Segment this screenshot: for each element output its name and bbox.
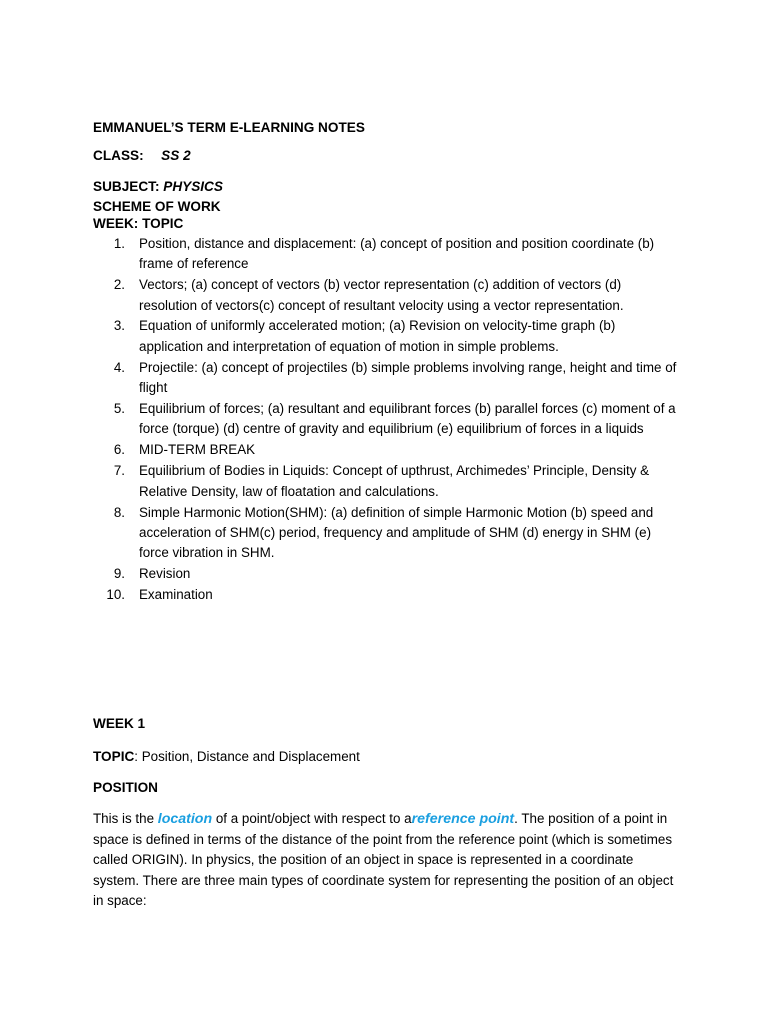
- topic-list-item: [93, 275, 683, 316]
- topic-label: TOPIC: [93, 748, 135, 764]
- topic-list-item: [93, 503, 683, 564]
- topic-text: Examination: [139, 587, 213, 603]
- reference-point-highlight: reference point: [411, 811, 515, 828]
- class-label: CLASS:: [93, 148, 144, 163]
- para-part2: of a point/object with respect to a: [212, 811, 412, 827]
- topic-number: 10.: [106, 587, 125, 603]
- topic-number: 6.: [113, 442, 125, 458]
- topic-list-item: [93, 461, 683, 502]
- position-paragraph: [93, 809, 683, 911]
- topic-number: 5.: [113, 401, 125, 417]
- position-heading: POSITION: [93, 779, 158, 795]
- topic-list-item: [93, 399, 683, 440]
- topic-text: MID-TERM BREAK: [139, 442, 256, 458]
- subject-line: [93, 177, 683, 197]
- subject-label: SUBJECT:: [93, 179, 160, 195]
- topic-number: 9.: [113, 566, 125, 582]
- week-topic-heading: WEEK: TOPIC: [93, 215, 184, 231]
- topic-list-item: [93, 440, 683, 460]
- location-highlight: location: [157, 811, 213, 828]
- topics-list: [93, 234, 683, 606]
- topic-list-item: [93, 358, 683, 399]
- topic-number: 1.: [113, 235, 125, 251]
- document-body: [93, 118, 683, 911]
- para-part1: This is the: [93, 811, 158, 827]
- week1-heading: WEEK 1: [93, 716, 146, 732]
- topic-number: 2.: [113, 277, 125, 293]
- topic-text: Equilibrium of forces; (a) resultant and equilibrant forces (b) parallel forces (c) moment of a force (torque) (d) centre of gravity and equilibrium (e) equilibrium of forces in a liquids: [139, 401, 676, 437]
- topic-text: Equation of uniformly accelerated motion; (a) Revision on velocity-time graph (b) application and interpretation of equation of motion in simple problems.: [139, 318, 616, 354]
- class-value: SS 2: [161, 148, 191, 163]
- topic-text: Position, distance and displacement: (a) concept of position and position coordinate (b) frame of reference: [139, 235, 655, 272]
- subject-value: PHYSICS: [163, 179, 223, 195]
- topic-text: Vectors; (a) concept of vectors (b) vector representation (c) addition of vectors (d) resolution of vectors(c) concept of resultant velocity using a vector representation.: [139, 277, 624, 313]
- topic-text: Equilibrium of Bodies in Liquids: Concept of upthrust, Archimedes’ Principle, Density & Relative Density, law of floatation and calculations.: [139, 463, 650, 499]
- topic-line: [93, 747, 683, 767]
- topic-text: Projectile: (a) concept of projectiles (b) simple problems involving range, height and time of flight: [139, 359, 677, 396]
- topic-number: 7.: [113, 463, 125, 479]
- class-line: [93, 146, 683, 166]
- scheme-heading: SCHEME OF WORK: [93, 198, 221, 214]
- topic-list-item: [93, 564, 683, 584]
- topic-number: 3.: [113, 318, 125, 334]
- topic-number: 4.: [113, 359, 125, 375]
- para-part3: . The position of a point in space is defined in terms of the distance of the point from the reference point (which is sometimes called ORIGIN). In physics, the position of an object in space is represented in a coordinate system. There are three main types of coordinate system for representing the position of an object in space:: [93, 811, 674, 908]
- topic-text: Revision: [139, 566, 191, 582]
- topic-value: : Position, Distance and Displacement: [134, 748, 360, 764]
- topic-list-item: [93, 316, 683, 357]
- topic-text: Simple Harmonic Motion(SHM): (a) definition of simple Harmonic Motion (b) speed and acceleration of SHM(c) period, frequency and amplitude of SHM (d) energy in SHM (e) force vibration in SHM.: [139, 504, 654, 561]
- topic-number: 8.: [113, 504, 125, 520]
- topic-list-item: [93, 234, 683, 275]
- document-title: EMMANUEL’S TERM E-LEARNING NOTES: [93, 120, 365, 135]
- topic-list-item: [93, 585, 683, 605]
